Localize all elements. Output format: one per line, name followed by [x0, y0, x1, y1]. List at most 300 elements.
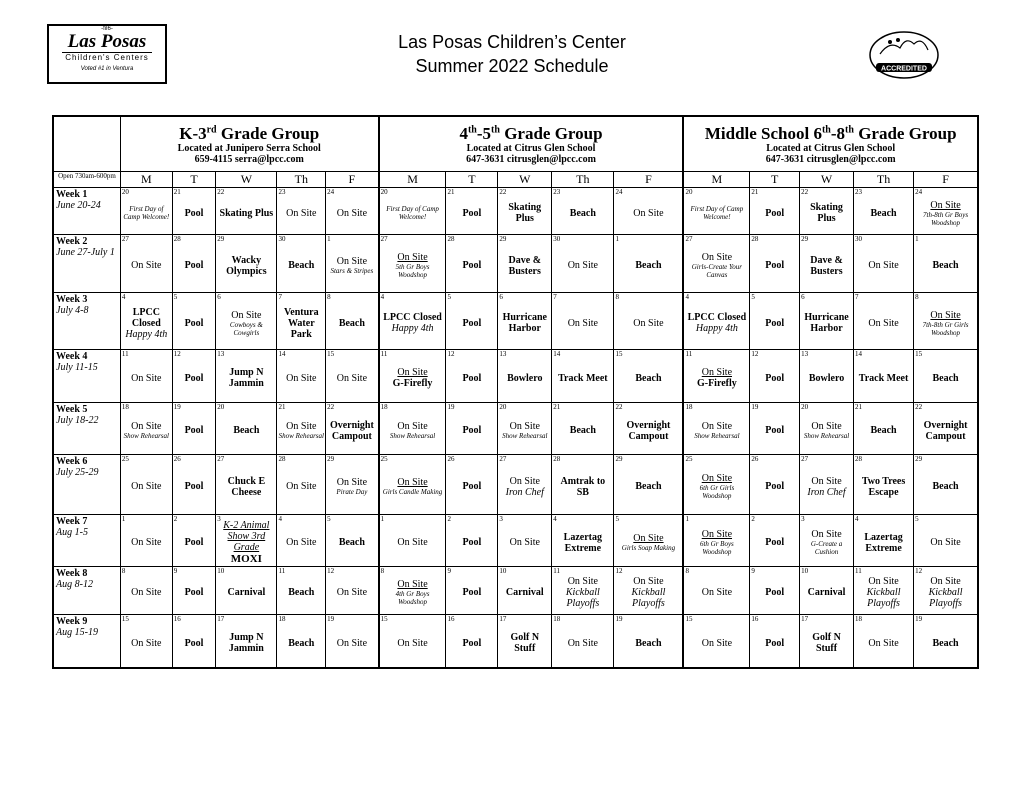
activity-line: On Site — [811, 529, 842, 540]
schedule-cell — [498, 234, 552, 292]
activity — [800, 567, 853, 614]
activity — [914, 293, 977, 349]
activity-line: Beach — [635, 637, 662, 649]
schedule-cell — [120, 234, 172, 292]
schedule-table — [52, 115, 979, 669]
activity-line: Pool — [462, 481, 482, 492]
day-number: 13 — [217, 349, 225, 358]
activity — [498, 567, 551, 614]
activity — [750, 515, 799, 566]
schedule-cell — [172, 234, 216, 292]
activity — [750, 188, 799, 234]
day-number: 21 — [553, 402, 561, 411]
activity-line: Beach — [932, 260, 959, 271]
week-dates: July 18-22 — [56, 414, 99, 426]
week-row — [53, 292, 978, 349]
activity — [216, 455, 276, 514]
activity-line: Hurricane Harbor — [502, 312, 547, 334]
activity-line: G-Firefly — [392, 378, 433, 389]
schedule-cell — [552, 614, 614, 668]
week-dates: July 4-8 — [56, 304, 89, 316]
activity — [446, 567, 497, 614]
activity-line: On Site — [336, 587, 368, 598]
activity — [552, 515, 613, 566]
schedule-cell — [379, 454, 446, 514]
activity — [498, 350, 551, 402]
day-header-f: F — [914, 171, 978, 187]
group-title — [684, 124, 977, 143]
day-number: 17 — [801, 614, 809, 623]
week-number: Week 6 — [56, 455, 88, 467]
activity — [380, 567, 446, 614]
activity-line: On Site — [811, 475, 842, 487]
schedule-cell — [446, 514, 498, 566]
activity — [614, 615, 682, 668]
activity-line: Pool — [462, 425, 482, 436]
schedule-cell — [914, 187, 978, 234]
day-number: 22 — [327, 402, 335, 411]
activity-line: Carnival — [505, 587, 544, 598]
activity-line: Beach — [338, 537, 365, 548]
day-number: 9 — [173, 566, 178, 575]
group-location: Located at Citrus Glen School — [466, 143, 596, 155]
activity-line: Pool — [765, 372, 785, 384]
schedule-cell — [750, 187, 800, 234]
activity-line: On Site — [397, 579, 428, 590]
activity — [800, 350, 853, 402]
activity — [326, 188, 377, 234]
schedule-cell — [379, 187, 446, 234]
group-location: Located at Citrus Glen School — [766, 143, 896, 155]
week-row — [53, 566, 978, 614]
group-header-2 — [379, 116, 684, 171]
schedule-cell — [614, 614, 684, 668]
schedule-cell — [277, 454, 326, 514]
title-line-2: Summer 2022 Schedule — [415, 56, 609, 76]
day-number: 24 — [615, 187, 623, 196]
schedule-cell — [750, 454, 800, 514]
activity — [121, 403, 172, 454]
activity — [614, 403, 682, 454]
activity — [750, 350, 799, 402]
activity — [914, 515, 977, 566]
schedule-cell — [446, 349, 498, 402]
week-number: Week 8 — [56, 567, 88, 579]
activity-line: On Site — [131, 372, 162, 384]
week-label-cell — [53, 187, 120, 234]
schedule-cell — [800, 234, 854, 292]
activity — [750, 235, 799, 292]
day-number: 18 — [278, 614, 286, 623]
day-number: 4 — [553, 514, 557, 523]
title-superscript: th — [491, 124, 500, 136]
day-number: 19 — [327, 614, 335, 623]
activity — [914, 403, 977, 454]
activity — [216, 615, 276, 668]
week-label-cell — [53, 402, 120, 454]
title-part: -5 — [476, 124, 492, 144]
day-number: 29 — [615, 454, 623, 463]
activity-line: Kickball Playoffs — [866, 587, 901, 609]
activity — [614, 293, 682, 349]
schedule-cell — [216, 402, 277, 454]
day-number: 1 — [615, 234, 619, 243]
title-part: K-3 — [179, 124, 207, 144]
day-number: 27 — [499, 454, 507, 463]
day-number: 21 — [447, 187, 455, 196]
day-number: 27 — [121, 234, 129, 243]
activity-line: Chuck E Cheese — [227, 475, 266, 498]
day-header-m: M — [120, 171, 172, 187]
day-number: 19 — [615, 614, 623, 623]
day-number: 23 — [553, 187, 561, 196]
activity-line: G-Firefly — [696, 378, 737, 389]
week-label-cell — [53, 349, 120, 402]
activity — [914, 350, 977, 402]
day-header-f: F — [326, 171, 379, 187]
day-number: 29 — [801, 234, 809, 243]
group-contact: 647-3631 citrusglen@lpcc.com — [466, 154, 596, 166]
activity — [326, 350, 377, 402]
schedule-cell — [172, 614, 216, 668]
schedule-cell — [914, 349, 978, 402]
group-header-3 — [683, 116, 978, 171]
activity — [326, 567, 377, 614]
day-number: 4 — [121, 292, 126, 301]
activity — [326, 235, 377, 292]
activity — [446, 293, 497, 349]
activity-line: Girls Candle Making — [382, 488, 443, 496]
day-number: 18 — [685, 402, 693, 411]
schedule-cell — [172, 349, 216, 402]
activity-line: Carnival — [807, 587, 846, 598]
day-header-f: F — [614, 171, 684, 187]
activity-line: 7th-8th Gr Boys Woodshop — [923, 210, 969, 227]
title-superscript: th — [467, 124, 477, 136]
activity-line: Pool — [184, 425, 204, 436]
activity — [326, 403, 377, 454]
activity — [684, 403, 749, 454]
schedule-cell — [914, 614, 978, 668]
day-number: 15 — [121, 614, 129, 623]
activity-line: Wacky Olympics — [226, 254, 267, 277]
activity-line: 6th Gr Girls Woodshop — [699, 484, 735, 500]
week-dates: July 25-29 — [56, 466, 99, 478]
activity-line: Jump N Jammin — [228, 632, 264, 655]
activity — [914, 188, 977, 234]
activity-line: Jump N Jammin — [228, 367, 264, 389]
schedule-cell — [216, 514, 277, 566]
week-number: Week 7 — [56, 515, 88, 527]
activity — [216, 567, 276, 614]
day-header-w: W — [498, 171, 552, 187]
schedule-cell — [326, 454, 379, 514]
activity-line: On Site — [701, 529, 733, 540]
activity — [380, 515, 446, 566]
activity — [498, 515, 551, 566]
day-number: 5 — [751, 292, 755, 301]
schedule-cell — [683, 292, 749, 349]
day-number: 2 — [447, 514, 451, 523]
activity-line: On Site — [701, 637, 733, 649]
day-number: 22 — [801, 187, 809, 196]
day-number: 12 — [447, 349, 455, 358]
day-number: 29 — [915, 454, 923, 463]
activity-line: MOXI — [230, 553, 262, 565]
schedule-cell — [498, 187, 552, 234]
activity-line: On Site — [509, 421, 540, 432]
day-number: 1 — [685, 514, 689, 523]
schedule-cell — [172, 566, 216, 614]
activity — [277, 567, 325, 614]
schedule-cell — [120, 402, 172, 454]
schedule-cell — [750, 402, 800, 454]
activity-line: Dave & Busters — [810, 254, 843, 277]
day-number: 27 — [380, 234, 388, 243]
activity — [446, 403, 497, 454]
schedule-cell — [498, 454, 552, 514]
schedule-cell — [379, 614, 446, 668]
activity-line: Golf N Stuff — [812, 632, 841, 655]
schedule-cell — [120, 454, 172, 514]
activity-line: Pool — [184, 537, 204, 548]
schedule-cell — [800, 566, 854, 614]
day-number: 7 — [553, 292, 557, 301]
activity-line: On Site — [397, 637, 428, 649]
day-number: 5 — [327, 514, 331, 523]
schedule-cell — [614, 349, 684, 402]
activity — [800, 515, 853, 566]
schedule-cell — [379, 402, 446, 454]
activity-line: On Site — [868, 260, 899, 271]
activity — [614, 515, 682, 566]
schedule-cell — [853, 614, 913, 668]
activity-line: Kickball Playoffs — [928, 587, 963, 609]
activity-line: 7th-8th Gr Girls Woodshop — [922, 320, 969, 337]
activity-line: First Day of Camp Welcome! — [690, 205, 744, 221]
schedule-cell — [800, 514, 854, 566]
activity — [173, 235, 216, 292]
activity-line: Overnight Campout — [923, 419, 968, 442]
activity-line: On Site — [567, 576, 598, 587]
day-number: 20 — [499, 402, 507, 411]
activity-line: On Site — [131, 637, 162, 649]
day-header-m: M — [683, 171, 749, 187]
week-number: Week 5 — [56, 403, 88, 415]
activity-line: Happy 4th — [125, 328, 168, 340]
schedule-cell — [853, 234, 913, 292]
activity-line: Beach — [932, 481, 959, 492]
day-number: 13 — [801, 349, 809, 358]
activity-line: Cowboys & Cowgirls — [229, 320, 263, 337]
week-dates: Aug 15-19 — [56, 626, 98, 638]
header-blank-cell — [53, 116, 120, 171]
activity — [446, 615, 497, 668]
schedule-cell — [800, 292, 854, 349]
schedule-cell — [277, 292, 326, 349]
week-number: Week 9 — [56, 615, 88, 627]
day-number: 7 — [278, 292, 282, 301]
schedule-cell — [614, 402, 684, 454]
schedule-cell — [614, 187, 684, 234]
activity-line: 4th Gr Boys Woodshop — [395, 590, 430, 606]
schedule-cell — [446, 454, 498, 514]
day-number: 30 — [553, 234, 561, 243]
activity — [684, 188, 749, 234]
day-header-t: T — [446, 171, 498, 187]
schedule-cell — [498, 349, 552, 402]
activity — [216, 235, 276, 292]
day-number: 1 — [915, 234, 919, 243]
day-number: 15 — [685, 614, 693, 623]
activity — [121, 567, 172, 614]
day-number: 8 — [121, 566, 126, 575]
day-number: 17 — [499, 614, 507, 623]
schedule-cell — [614, 514, 684, 566]
day-number: 1 — [121, 514, 126, 523]
title-part: Grade Group — [853, 124, 957, 144]
activity — [914, 235, 977, 292]
day-number: 9 — [447, 566, 451, 575]
activity-line: On Site — [868, 317, 899, 329]
day-number: 26 — [173, 454, 181, 463]
activity-line: On Site — [131, 260, 162, 271]
activity — [854, 293, 913, 349]
activity-line: Pool — [765, 260, 785, 271]
activity — [173, 515, 216, 566]
day-number: 28 — [553, 454, 561, 463]
activity-line: First Day of Camp Welcome! — [123, 205, 170, 221]
schedule-cell — [853, 566, 913, 614]
activity-line: Kickball Playoffs — [631, 587, 666, 609]
schedule-cell — [379, 234, 446, 292]
day-number: 22 — [217, 187, 225, 196]
activity — [552, 615, 613, 668]
schedule-cell — [216, 566, 277, 614]
schedule-cell — [120, 566, 172, 614]
week-dates: July 11-15 — [56, 361, 98, 373]
activity-line: Pirate Day — [336, 488, 368, 496]
day-number: 1 — [327, 234, 331, 243]
week-label-cell — [53, 454, 120, 514]
activity — [173, 188, 216, 234]
activity-line: On Site — [701, 421, 733, 432]
week-label-cell — [53, 566, 120, 614]
activity-line: On Site — [701, 252, 733, 263]
title-superscript: rd — [206, 124, 217, 136]
activity-line: Pool — [462, 537, 482, 548]
activity-line: On Site — [567, 637, 598, 649]
schedule-cell — [914, 402, 978, 454]
activity — [800, 293, 853, 349]
activity — [854, 515, 913, 566]
activity — [854, 350, 913, 402]
schedule-cell — [498, 566, 552, 614]
day-number: 10 — [801, 566, 809, 575]
activity — [121, 293, 172, 349]
activity-line: On Site — [868, 637, 899, 649]
schedule-cell — [683, 614, 749, 668]
activity — [380, 615, 446, 668]
schedule-cell — [552, 454, 614, 514]
activity-line: Skating Plus — [219, 207, 274, 219]
day-number: 27 — [801, 454, 809, 463]
activity-line: Show Rehearsal — [123, 432, 169, 440]
activity — [614, 235, 682, 292]
activity — [173, 350, 216, 402]
schedule-cell — [326, 614, 379, 668]
schedule-cell — [853, 514, 913, 566]
day-number: 28 — [278, 454, 286, 463]
activity-line: On Site — [397, 252, 428, 263]
activity — [173, 615, 216, 668]
title-part: Grade Group — [499, 124, 603, 144]
activity — [277, 293, 325, 349]
activity — [614, 188, 682, 234]
day-number: 2 — [751, 514, 755, 523]
activity-line: Carnival — [227, 587, 266, 598]
activity-line: Show Rehearsal — [278, 432, 324, 440]
activity — [552, 188, 613, 234]
activity-line: Pool — [184, 587, 204, 598]
day-number: 11 — [380, 349, 388, 358]
schedule-cell — [379, 349, 446, 402]
activity-line: Pool — [462, 207, 482, 219]
day-number: 15 — [380, 614, 388, 623]
day-number: 3 — [217, 514, 221, 523]
activity-line: Bowlero — [507, 372, 543, 384]
activity-line: Pool — [765, 537, 785, 548]
schedule-cell — [216, 187, 277, 234]
activity — [326, 615, 377, 668]
activity — [800, 235, 853, 292]
schedule-cell — [750, 349, 800, 402]
activity-line: Show Rehearsal — [502, 432, 548, 440]
schedule-cell — [552, 292, 614, 349]
activity-line: On Site — [868, 576, 899, 587]
day-number: 4 — [380, 292, 385, 301]
day-number: 19 — [173, 402, 181, 411]
week-dates: June 20-24 — [56, 199, 101, 211]
activity-line: Kickball Playoffs — [565, 587, 600, 609]
activity-line: On Site — [131, 587, 162, 598]
activity — [121, 350, 172, 402]
activity — [121, 515, 172, 566]
schedule-cell — [750, 514, 800, 566]
schedule-cell — [800, 454, 854, 514]
schedule-cell — [800, 614, 854, 668]
activity-line: Girls Soap Making — [621, 544, 676, 552]
activity-line: Pool — [462, 637, 482, 649]
activity-line: G-Create a Cushion — [810, 540, 843, 556]
schedule-cell — [800, 187, 854, 234]
schedule-cell — [750, 292, 800, 349]
day-number: 30 — [854, 234, 862, 243]
activity-line: On Site — [633, 317, 664, 329]
activity-line: Skating Plus — [810, 202, 843, 224]
activity-line: On Site — [701, 473, 733, 484]
activity-line: On Site — [336, 477, 368, 488]
title-line-1: Las Posas Children’s Center — [398, 32, 626, 52]
activity — [614, 350, 682, 402]
day-number: 18 — [121, 402, 129, 411]
activity-line: Stars & Stripes — [330, 267, 374, 275]
activity — [446, 455, 497, 514]
week-number: Week 1 — [56, 188, 88, 200]
activity — [684, 350, 749, 402]
schedule-cell — [552, 514, 614, 566]
activity-line: On Site — [131, 537, 162, 548]
